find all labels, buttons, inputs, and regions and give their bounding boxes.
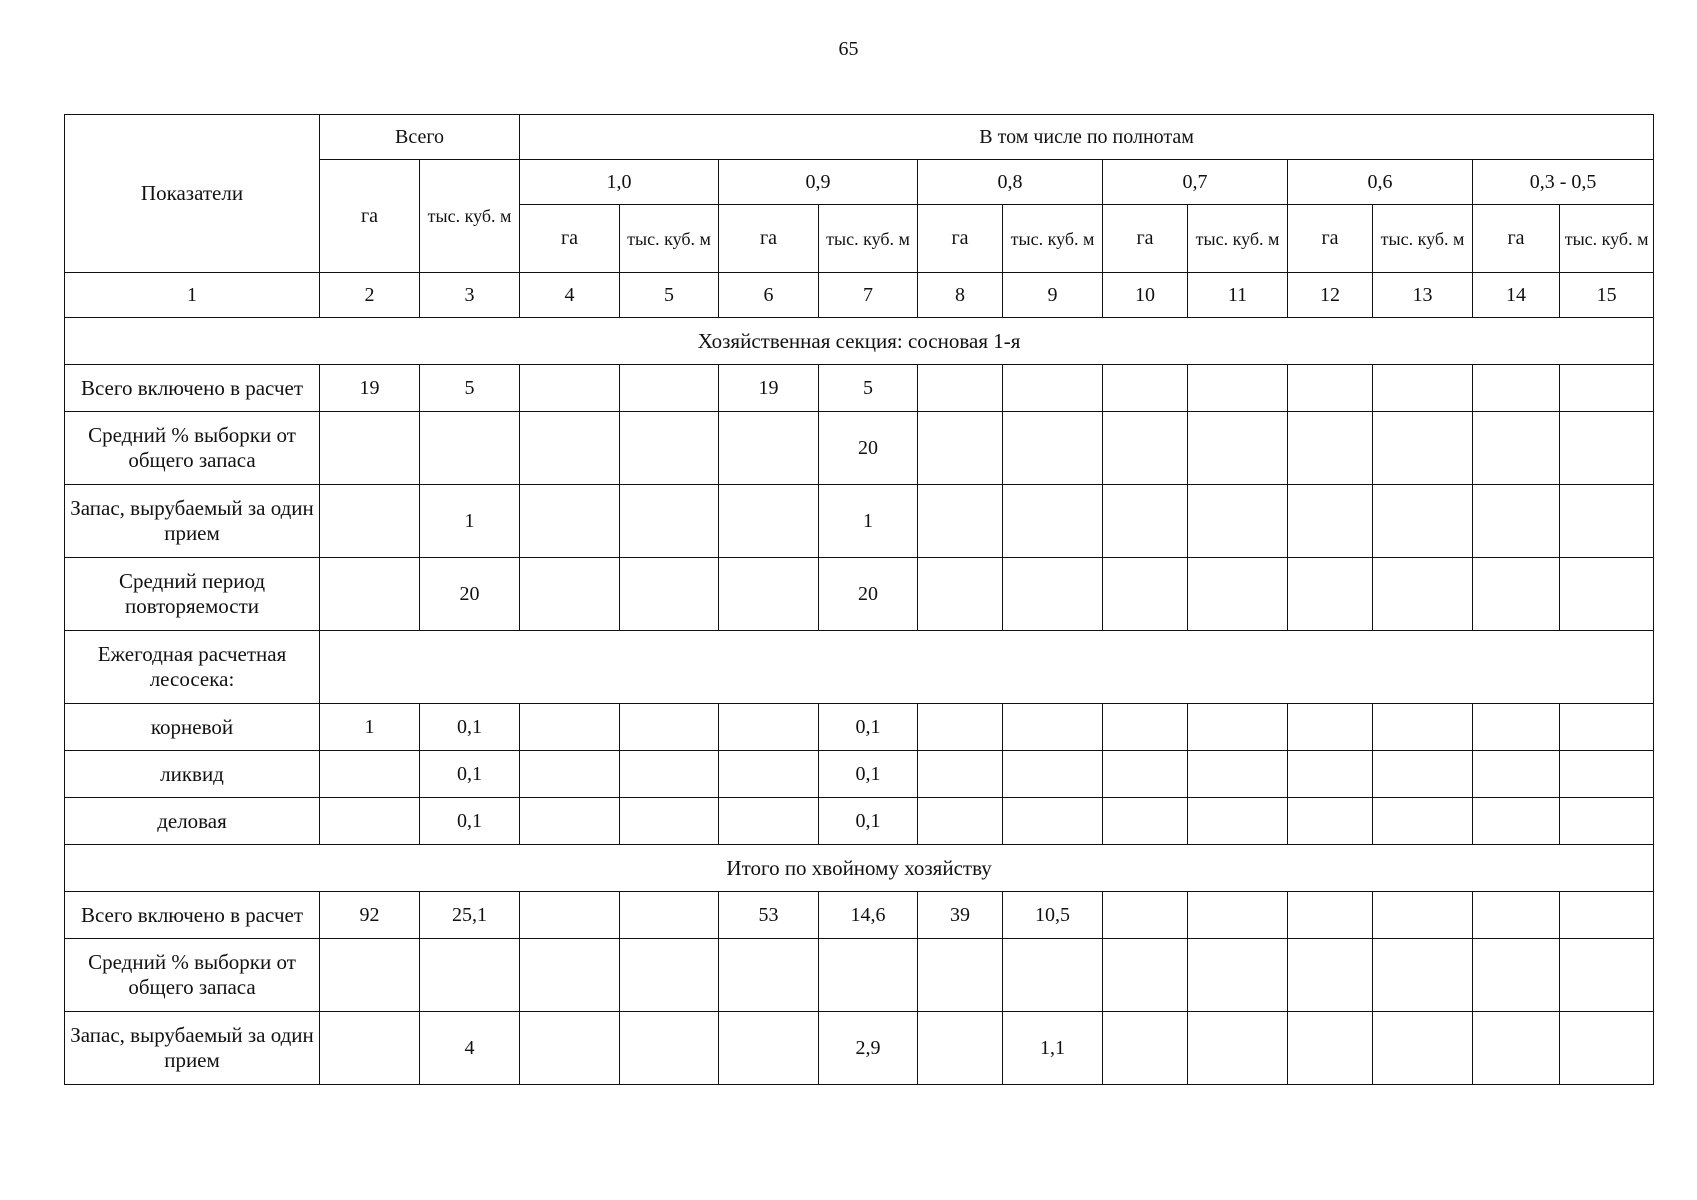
table-cell	[320, 485, 420, 558]
row-label: Всего включено в расчет	[65, 365, 320, 412]
column-number: 1	[65, 273, 320, 318]
table-cell	[1560, 798, 1654, 845]
table-cell	[620, 892, 719, 939]
table-cell	[1560, 892, 1654, 939]
table-cell	[620, 704, 719, 751]
row-label: Всего включено в расчет	[65, 892, 320, 939]
header-unit-ha: га	[1288, 205, 1373, 273]
table-cell	[1188, 1012, 1288, 1085]
table-cell: 0,1	[420, 751, 520, 798]
table-cell	[320, 751, 420, 798]
column-number: 9	[1003, 273, 1103, 318]
table-cell: 0,1	[420, 798, 520, 845]
table-cell	[1373, 939, 1473, 1012]
table-cell	[1103, 558, 1188, 631]
table-cell	[520, 1012, 620, 1085]
table-cell: 14,6	[819, 892, 918, 939]
header-unit-ha: га	[719, 205, 819, 273]
table-cell	[620, 558, 719, 631]
column-number: 10	[1103, 273, 1188, 318]
table-cell	[1103, 1012, 1188, 1085]
table-cell	[320, 412, 420, 485]
section-title: Итого по хвойному хозяйству	[65, 845, 1654, 892]
table-cell: 53	[719, 892, 819, 939]
table-cell	[719, 939, 819, 1012]
table-cell	[1188, 412, 1288, 485]
row-label: Запас, вырубаемый за один прием	[65, 485, 320, 558]
table-cell	[1188, 704, 1288, 751]
column-number: 14	[1473, 273, 1560, 318]
column-number: 8	[918, 273, 1003, 318]
header-unit-volume: тыс. куб. м	[1003, 205, 1103, 273]
header-unit-ha: га	[918, 205, 1003, 273]
column-number: 5	[620, 273, 719, 318]
table-cell	[1473, 892, 1560, 939]
page-number: 65	[838, 38, 859, 60]
table-cell	[1188, 558, 1288, 631]
table-cell	[1373, 751, 1473, 798]
table-cell	[1373, 365, 1473, 412]
header-unit-volume: тыс. куб. м	[1560, 205, 1654, 273]
header-unit-volume: тыс. куб. м	[620, 205, 719, 273]
section-header-row	[65, 845, 1654, 892]
table-cell: 19	[320, 365, 420, 412]
column-number: 2	[320, 273, 420, 318]
table-cell	[918, 704, 1003, 751]
table-cell	[1288, 939, 1373, 1012]
header-density: 1,0	[520, 160, 719, 205]
table-cell	[1373, 1012, 1473, 1085]
table-cell	[819, 939, 918, 1012]
table-cell	[1103, 939, 1188, 1012]
table-row	[65, 412, 1654, 485]
header-density: 0,7	[1103, 160, 1288, 205]
header-density: 0,9	[719, 160, 918, 205]
header-including-densities: В том числе по полнотам	[520, 115, 1654, 160]
table-cell	[918, 412, 1003, 485]
table-cell	[918, 751, 1003, 798]
table-cell	[620, 1012, 719, 1085]
table-cell	[918, 1012, 1003, 1085]
table-cell	[420, 412, 520, 485]
header-unit-ha: га	[1473, 205, 1560, 273]
column-number: 7	[819, 273, 918, 318]
table-cell	[320, 631, 1654, 704]
table-cell	[1103, 365, 1188, 412]
table-cell	[918, 558, 1003, 631]
header-unit-ha: га	[520, 205, 620, 273]
header-total: Всего	[320, 115, 520, 160]
table-cell	[1373, 798, 1473, 845]
table-cell: 0,1	[420, 704, 520, 751]
header-total-volume: тыс. куб. м	[420, 160, 520, 273]
row-label: Средний % выборки от общего запаса	[65, 412, 320, 485]
table-cell	[1560, 412, 1654, 485]
table-cell	[918, 365, 1003, 412]
table-cell	[1103, 892, 1188, 939]
table-cell: 2,9	[819, 1012, 918, 1085]
table-cell	[1003, 365, 1103, 412]
table-cell	[1003, 704, 1103, 751]
table-cell	[520, 939, 620, 1012]
table-cell	[520, 365, 620, 412]
header-unit-volume: тыс. куб. м	[819, 205, 918, 273]
table-cell	[1560, 1012, 1654, 1085]
table-cell	[1288, 751, 1373, 798]
table-cell: 20	[819, 412, 918, 485]
allowable-cut-table	[64, 114, 1654, 1085]
column-number: 3	[420, 273, 520, 318]
table-cell	[320, 1012, 420, 1085]
table-cell	[1373, 704, 1473, 751]
header-density: 0,3 - 0,5	[1473, 160, 1654, 205]
table-cell	[1103, 412, 1188, 485]
table-cell	[1103, 485, 1188, 558]
table-cell	[420, 939, 520, 1012]
table-cell	[1473, 485, 1560, 558]
table-cell: 20	[420, 558, 520, 631]
column-number: 15	[1560, 273, 1654, 318]
table-cell	[1473, 365, 1560, 412]
table-cell	[1473, 751, 1560, 798]
table-cell	[719, 1012, 819, 1085]
table-cell	[719, 798, 819, 845]
table-cell	[520, 704, 620, 751]
table-cell	[719, 751, 819, 798]
table-row	[65, 939, 1654, 1012]
table-cell: 0,1	[819, 704, 918, 751]
row-label: ликвид	[65, 751, 320, 798]
header-unit-volume: тыс. куб. м	[1188, 205, 1288, 273]
column-number: 11	[1188, 273, 1288, 318]
row-label: Запас, вырубаемый за один прием	[65, 1012, 320, 1085]
table-cell	[1188, 798, 1288, 845]
table-cell: 1	[320, 704, 420, 751]
table-cell	[520, 751, 620, 798]
table-row	[65, 892, 1654, 939]
table-cell	[1560, 704, 1654, 751]
table-cell	[1473, 939, 1560, 1012]
table-cell	[1288, 1012, 1373, 1085]
table-cell	[520, 485, 620, 558]
table-row	[65, 751, 1654, 798]
table-cell	[719, 412, 819, 485]
table-cell	[1188, 365, 1288, 412]
table-cell	[918, 485, 1003, 558]
table-cell: 0,1	[819, 751, 918, 798]
table-row	[65, 1012, 1654, 1085]
table-cell	[1288, 558, 1373, 631]
header-indicators: Показатели	[65, 115, 320, 273]
table-row	[65, 485, 1654, 558]
table-cell: 1	[420, 485, 520, 558]
row-label: корневой	[65, 704, 320, 751]
table-cell	[1473, 704, 1560, 751]
column-number: 4	[520, 273, 620, 318]
table-cell	[1560, 485, 1654, 558]
header-total-ha: га	[320, 160, 420, 273]
table-cell	[1373, 412, 1473, 485]
table-cell	[1003, 798, 1103, 845]
table-cell	[918, 939, 1003, 1012]
table-row	[65, 631, 1654, 704]
row-label: Средний период повторяемости	[65, 558, 320, 631]
header-density: 0,8	[918, 160, 1103, 205]
table-cell	[1188, 939, 1288, 1012]
table-cell	[520, 798, 620, 845]
table-cell	[520, 892, 620, 939]
table-cell	[620, 751, 719, 798]
table-cell	[620, 939, 719, 1012]
header-unit-volume: тыс. куб. м	[1373, 205, 1473, 273]
table-cell	[1560, 558, 1654, 631]
table-cell	[1288, 365, 1373, 412]
table-row	[65, 798, 1654, 845]
table-cell	[1560, 365, 1654, 412]
table-cell	[1288, 892, 1373, 939]
table-cell: 92	[320, 892, 420, 939]
table-cell	[1373, 892, 1473, 939]
row-label: деловая	[65, 798, 320, 845]
table-cell	[1103, 798, 1188, 845]
header-density: 0,6	[1288, 160, 1473, 205]
table-cell: 1	[819, 485, 918, 558]
table-cell	[520, 412, 620, 485]
table-cell	[620, 485, 719, 558]
table-cell	[1003, 751, 1103, 798]
table-cell	[1103, 751, 1188, 798]
table-cell	[1560, 751, 1654, 798]
table-cell	[1003, 939, 1103, 1012]
table-cell	[1473, 558, 1560, 631]
table-cell	[1188, 485, 1288, 558]
row-label: Средний % выборки от общего запаса	[65, 939, 320, 1012]
table-row	[65, 365, 1654, 412]
table-cell	[1288, 704, 1373, 751]
column-number: 6	[719, 273, 819, 318]
table-cell	[1188, 892, 1288, 939]
table-cell: 39	[918, 892, 1003, 939]
column-number: 12	[1288, 273, 1373, 318]
table-cell	[1373, 558, 1473, 631]
column-number: 13	[1373, 273, 1473, 318]
table-cell	[1288, 485, 1373, 558]
table-cell	[520, 558, 620, 631]
section-header-row	[65, 318, 1654, 365]
table-cell	[1560, 939, 1654, 1012]
table-cell	[1288, 412, 1373, 485]
table-cell	[620, 365, 719, 412]
table-cell	[918, 798, 1003, 845]
table-cell	[320, 558, 420, 631]
row-label: Ежегодная расчетная лесосека:	[65, 631, 320, 704]
table-cell: 4	[420, 1012, 520, 1085]
table-cell	[719, 485, 819, 558]
table-cell	[1003, 558, 1103, 631]
table-cell	[1003, 485, 1103, 558]
table-cell: 1,1	[1003, 1012, 1103, 1085]
table-row	[65, 704, 1654, 751]
table-cell	[620, 412, 719, 485]
table-row	[65, 558, 1654, 631]
table-cell	[1473, 798, 1560, 845]
table-cell: 19	[719, 365, 819, 412]
table-cell	[719, 558, 819, 631]
table-cell: 25,1	[420, 892, 520, 939]
table-cell	[1373, 485, 1473, 558]
table-cell: 5	[420, 365, 520, 412]
table-cell: 10,5	[1003, 892, 1103, 939]
table-cell	[320, 798, 420, 845]
table-cell	[1473, 412, 1560, 485]
table-cell	[620, 798, 719, 845]
table-cell: 5	[819, 365, 918, 412]
table-cell: 20	[819, 558, 918, 631]
header-unit-ha: га	[1103, 205, 1188, 273]
table-cell	[320, 939, 420, 1012]
table-cell	[1103, 704, 1188, 751]
table-cell	[1188, 751, 1288, 798]
section-title: Хозяйственная секция: сосновая 1-я	[65, 318, 1654, 365]
table-cell	[719, 704, 819, 751]
table-cell	[1288, 798, 1373, 845]
table-cell: 0,1	[819, 798, 918, 845]
table-cell	[1003, 412, 1103, 485]
table-cell	[1473, 1012, 1560, 1085]
